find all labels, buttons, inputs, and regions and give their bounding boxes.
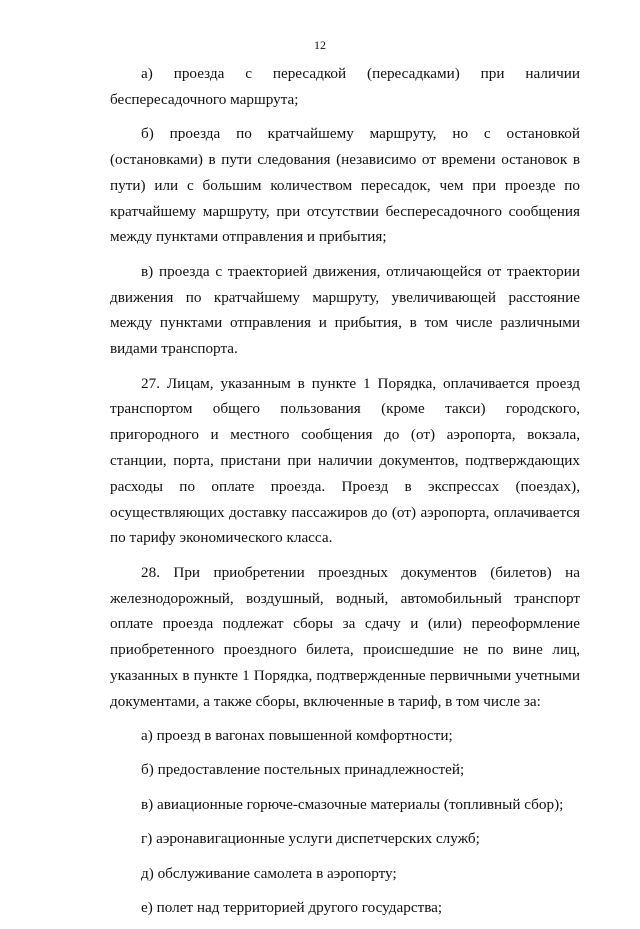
document-body: [110, 61, 580, 929]
paragraph-27: 27. Лицам, указанным в пункте 1 Порядка, оплачивается проезд транспортом общего пользования (кроме такси) городского, пригородного и местного сообщения до (от) аэропорта, вокзала, станции, порта, пристани при наличии документов, подтверждающих расходы по оплате проезда. Проезд в экспрессах (поездах), осуществляющих доставку пассажиров до (от) аэропорта, оплачивается по тарифу экономического класса.: [110, 374, 580, 547]
paragraph-28: 28. При приобретении проездных документов (билетов) на железнодорожный, воздушный, водный, автомобильный транспорт оплате проезда подлежат сборы за сдачу и (или) переоформление приобретенного проездного билета, происшедшие не по вине лиц, указанных в пункте 1 Порядка, подтвержденные первичными учетными документами, а также сборы, включенные в тариф, в том числе за:: [110, 563, 580, 710]
paragraph-item-a-transfer: а) проезда с пересадкой (пересадками) при наличии беспересадочного маршрута;: [110, 65, 580, 108]
list-item: г) аэронавигационные услуги диспетчерских служб;: [141, 830, 480, 848]
paragraph-item-b-shortest-route: б) проезда по кратчайшему маршруту, но с остановкой (остановками) в пути следования (независимо от времени остановок в пути) или с большим количеством пересадок, чем при проезде по кратчайшему маршруту, при отсутствии беспересадочного сообщения между пунктами отправления и прибытия;: [110, 125, 580, 246]
list-item: б) предоставление постельных принадлежностей;: [141, 761, 465, 779]
list-item: в) авиационные горюче-смазочные материалы (топливный сбор);: [141, 795, 564, 813]
list-item: д) обслуживание самолета в аэропорту;: [141, 864, 397, 882]
list-item: а) проезд в вагонах повышенной комфортности;: [141, 727, 453, 745]
paragraph-item-v-trajectory: в) проезда с траекторией движения, отличающейся от траектории движения по кратчайшему маршруту, увеличивающей расстояние между пунктами отправления и прибытия, в том числе различными видами транспорта.: [110, 262, 580, 358]
list-item: е) полет над территорией другого государства;: [141, 899, 443, 917]
page-number: 12: [314, 38, 326, 52]
